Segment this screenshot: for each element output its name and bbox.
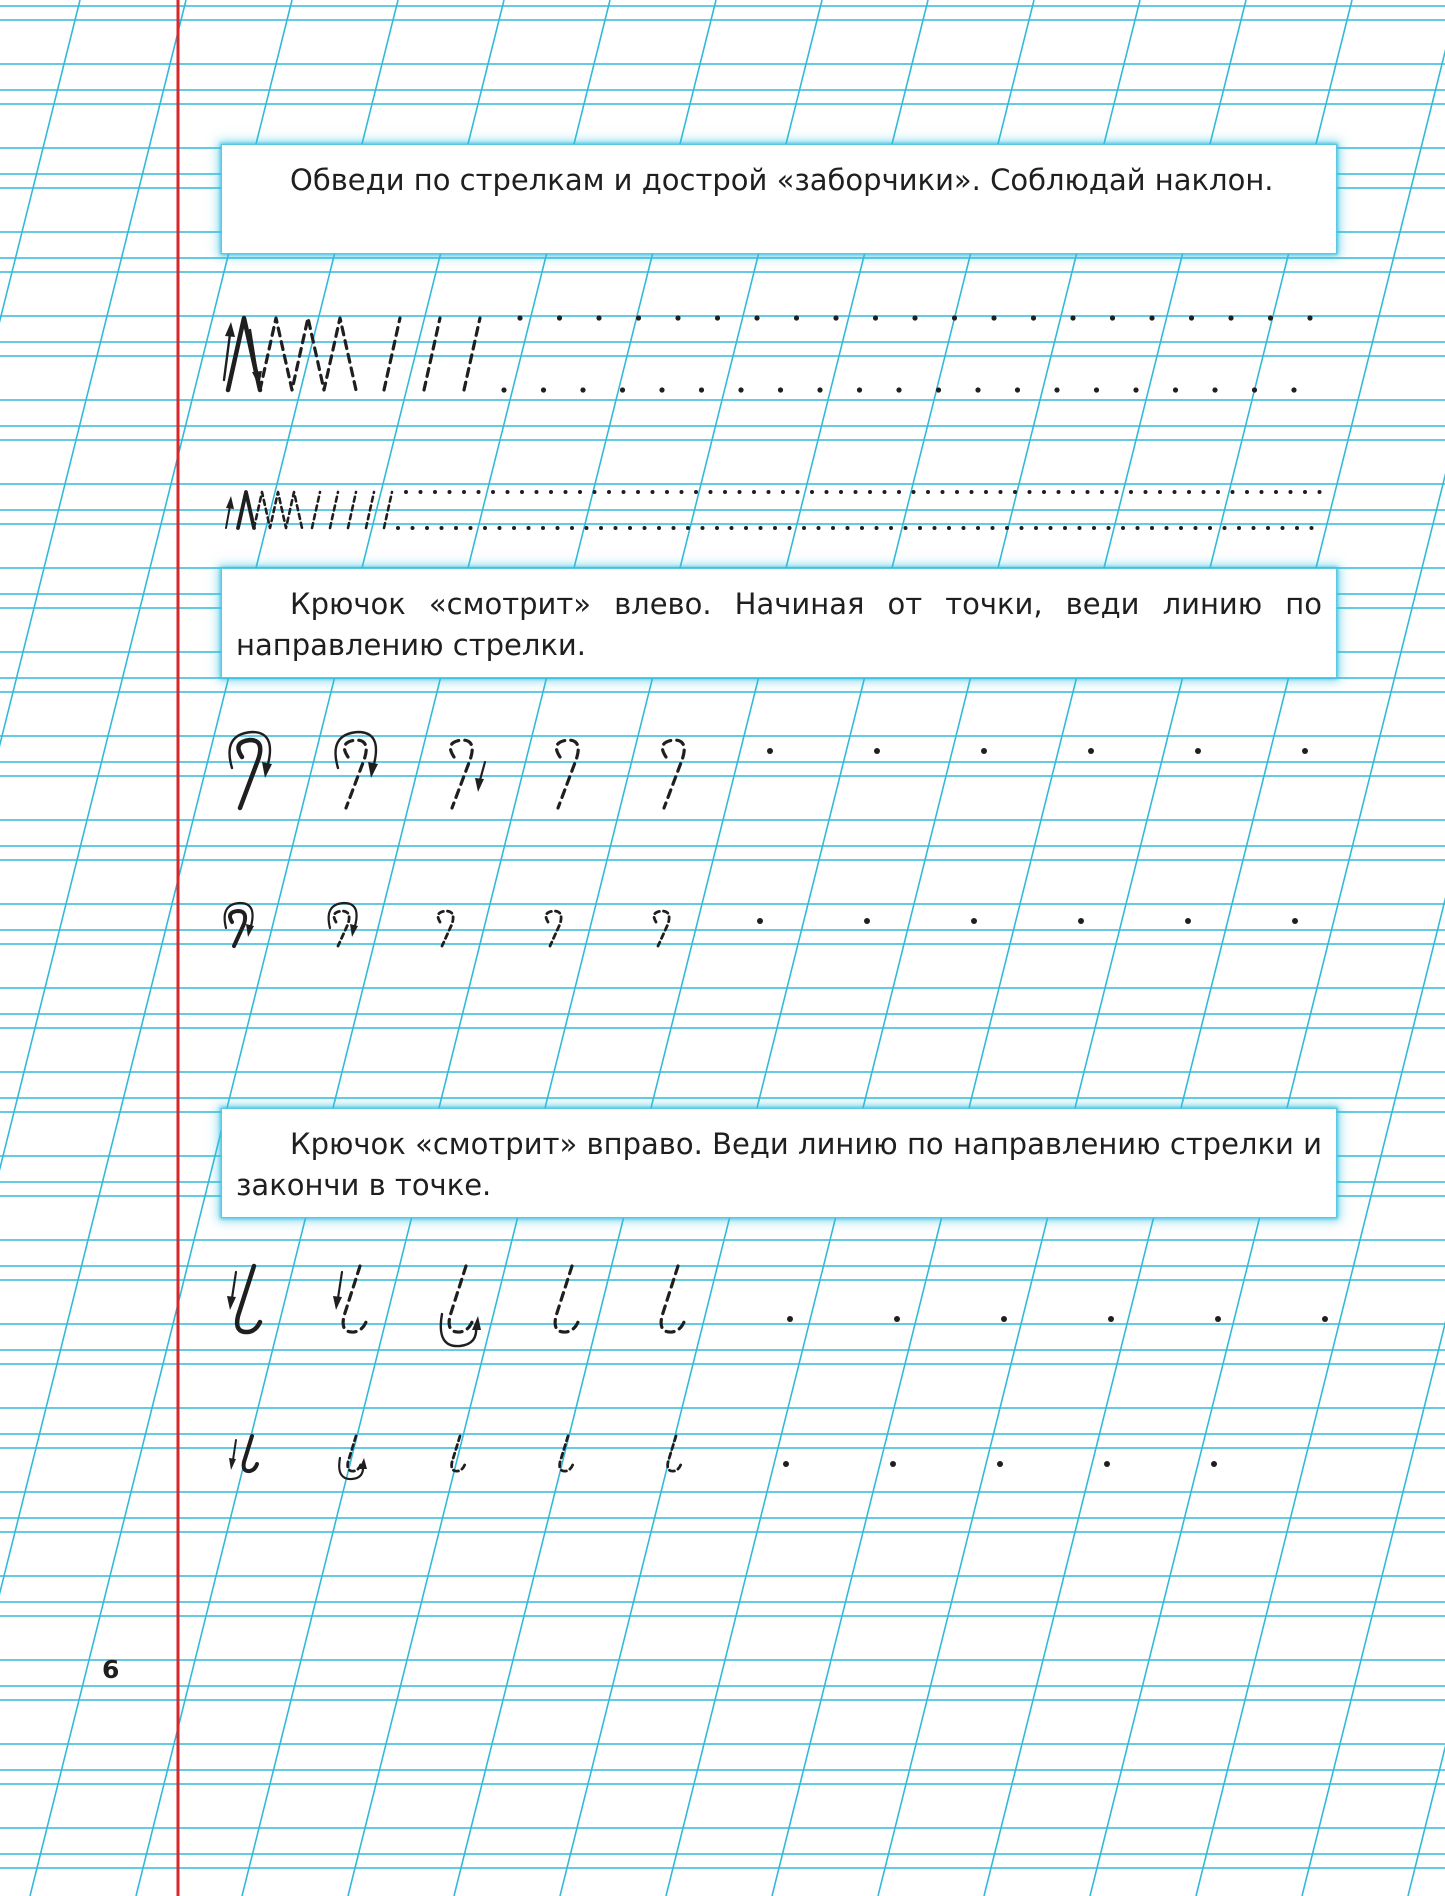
- guide-dot: [1231, 490, 1235, 494]
- hook-left-dashed-small: [334, 911, 349, 946]
- guide-dot: [955, 490, 959, 494]
- guide-dot: [1310, 526, 1314, 530]
- guide-dot: [941, 490, 945, 494]
- grid-slant-line: [0, 0, 186, 1896]
- guide-dot: [1245, 490, 1249, 494]
- guide-dot: [991, 315, 996, 320]
- guide-dot: [788, 526, 792, 530]
- dot-guides-bottom: [501, 387, 1296, 392]
- task-instruction-hook-right: [221, 1108, 1337, 1218]
- guide-dot: [694, 490, 698, 494]
- hook-right-dashed: [555, 1266, 578, 1332]
- down-arrow-icon: [480, 762, 485, 780]
- guide-dot: [1086, 490, 1090, 494]
- guide-dot: [580, 387, 585, 392]
- grid-slant-line: [0, 0, 292, 1896]
- guide-dot: [873, 315, 878, 320]
- grid-slant-line: [454, 0, 928, 1896]
- circular-arrow-head-icon: [359, 1458, 367, 1469]
- guide-dot: [1223, 526, 1227, 530]
- zigzag-row-large: [224, 315, 1313, 392]
- grid-slant-line: [984, 0, 1445, 1896]
- guide-dot: [469, 526, 473, 530]
- guide-dot: [404, 490, 408, 494]
- end-dot: [783, 1461, 789, 1467]
- guide-dot: [991, 526, 995, 530]
- hook-left-dashed: [344, 740, 366, 808]
- guide-dot: [636, 315, 641, 320]
- guide-dot: [628, 526, 632, 530]
- guide-dot: [912, 315, 917, 320]
- grid-slant-line: [136, 0, 610, 1896]
- stick-dashed: [464, 318, 480, 390]
- guide-dot: [1042, 490, 1046, 494]
- guide-dot: [918, 526, 922, 530]
- guide-dot: [672, 526, 676, 530]
- zigzag-exercise: [224, 315, 1322, 530]
- guide-dot: [448, 490, 452, 494]
- guide-dot: [817, 526, 821, 530]
- guide-dot: [1015, 387, 1020, 392]
- guide-dot: [556, 526, 560, 530]
- guide-dot: [1274, 490, 1278, 494]
- guide-dot: [738, 490, 742, 494]
- grid-slant-line: [1302, 0, 1445, 1896]
- guide-dot: [970, 490, 974, 494]
- grid-slant-line: [348, 0, 822, 1896]
- hook-left-dashed-small: [438, 911, 453, 946]
- guide-dot: [593, 490, 597, 494]
- grid-slant-line: [1408, 0, 1445, 1896]
- start-dot: [981, 748, 987, 754]
- hook-right-dashed: [661, 1266, 684, 1332]
- guide-dot: [665, 490, 669, 494]
- guide-dot: [1173, 387, 1178, 392]
- hook-right-dashed: [449, 1266, 472, 1332]
- guide-dot: [1307, 315, 1312, 320]
- hook-left-row-large: [230, 732, 1309, 808]
- down-arrow-head-icon: [333, 1296, 342, 1310]
- guide-dot: [833, 315, 838, 320]
- guide-dot: [491, 490, 495, 494]
- guide-dot: [1216, 490, 1220, 494]
- guide-dot: [1005, 526, 1009, 530]
- guide-dot: [752, 490, 756, 494]
- guide-dot: [1189, 315, 1194, 320]
- guide-dot: [1070, 315, 1075, 320]
- guide-dot: [622, 490, 626, 494]
- guide-dot: [767, 490, 771, 494]
- grid-slant-line: [666, 0, 1140, 1896]
- guide-dot: [1208, 526, 1212, 530]
- circular-arrow-icon: [329, 903, 357, 928]
- task-text: Обведи по стрелкам и дострой «заборчики». Соблюдай наклон.: [290, 163, 1274, 197]
- guide-dot: [557, 315, 562, 320]
- circular-arrow-head-icon: [472, 1316, 481, 1330]
- hook-left-exercise: [225, 732, 1308, 946]
- guide-dot: [686, 526, 690, 530]
- task-instruction-hook-left: [221, 568, 1337, 678]
- guide-dot: [419, 490, 423, 494]
- down-arrow-icon: [233, 1440, 236, 1460]
- guide-dot: [1121, 526, 1125, 530]
- guide-dot: [498, 526, 502, 530]
- start-dot: [874, 748, 880, 754]
- guide-dot: [1268, 315, 1273, 320]
- guide-dot: [715, 526, 719, 530]
- grid-slant-line: [242, 0, 716, 1896]
- start-dot: [1078, 918, 1084, 924]
- guide-dot: [1237, 526, 1241, 530]
- grid-slant-line: [560, 0, 1034, 1896]
- guide-dot: [1252, 387, 1257, 392]
- down-arrow-head-icon: [229, 1458, 236, 1470]
- guide-dot: [1149, 315, 1154, 320]
- end-dot: [1108, 1316, 1114, 1322]
- guide-dot: [738, 387, 743, 392]
- hook-left-solid-small: [230, 911, 245, 946]
- guide-dot: [1133, 387, 1138, 392]
- down-arrow-head-icon: [475, 778, 484, 792]
- guide-dot: [897, 490, 901, 494]
- start-dot: [1195, 748, 1201, 754]
- guide-dot: [817, 387, 822, 392]
- guide-dot: [976, 526, 980, 530]
- start-dot: [767, 748, 773, 754]
- guide-dot: [744, 526, 748, 530]
- guide-dot: [599, 526, 603, 530]
- guide-dot: [868, 490, 872, 494]
- guide-dot: [1194, 526, 1198, 530]
- guide-dot: [778, 387, 783, 392]
- guide-dot: [1260, 490, 1264, 494]
- guide-dot: [541, 526, 545, 530]
- guide-dot: [483, 526, 487, 530]
- guide-dot: [1110, 315, 1115, 320]
- stick-dashed: [424, 318, 440, 390]
- guide-dot: [723, 490, 727, 494]
- guide-dot: [912, 490, 916, 494]
- hook-left-dashed-small: [654, 911, 669, 946]
- guide-dot: [411, 526, 415, 530]
- guide-dot: [933, 526, 937, 530]
- guide-dot: [636, 490, 640, 494]
- guide-dot: [454, 526, 458, 530]
- guide-dot: [1150, 526, 1154, 530]
- hook-right-row-large: [227, 1266, 1328, 1346]
- guide-dot: [520, 490, 524, 494]
- guide-dot: [1092, 526, 1096, 530]
- down-arrow-icon: [338, 1272, 342, 1298]
- guide-dot: [1031, 315, 1036, 320]
- guide-dot: [839, 490, 843, 494]
- guide-dot: [947, 526, 951, 530]
- guide-dot: [773, 526, 777, 530]
- guide-dot: [1078, 526, 1082, 530]
- guide-dot: [462, 490, 466, 494]
- guide-dot: [564, 490, 568, 494]
- guide-dot: [1034, 526, 1038, 530]
- guide-dot: [1318, 490, 1322, 494]
- guide-dot: [440, 526, 444, 530]
- guide-dot: [1013, 490, 1017, 494]
- task-text: Крючок «смотрит» вправо. Веди линию по направлению стрелки и закончи в точке.: [236, 1127, 1322, 1202]
- end-dot: [894, 1316, 900, 1322]
- circular-arrow-icon: [441, 1314, 476, 1346]
- guide-dot: [754, 315, 759, 320]
- guide-dot: [1107, 526, 1111, 530]
- guide-dot: [1100, 490, 1104, 494]
- hook-right-dashed-small: [668, 1436, 681, 1471]
- guide-dot: [1071, 490, 1075, 494]
- grid-slant-line: [1196, 0, 1445, 1896]
- guide-dot: [857, 387, 862, 392]
- start-dot: [1292, 918, 1298, 924]
- guide-dot: [759, 526, 763, 530]
- guide-dot: [585, 526, 589, 530]
- guide-dot: [549, 490, 553, 494]
- guide-dot: [999, 490, 1003, 494]
- grid-slant-line: [878, 0, 1352, 1896]
- guide-dot: [596, 315, 601, 320]
- hook-right-dashed: [343, 1266, 366, 1332]
- guide-dot: [860, 526, 864, 530]
- hook-left-dashed: [662, 740, 684, 808]
- guide-dot: [433, 490, 437, 494]
- guide-dot: [1063, 526, 1067, 530]
- down-arrow-head-icon: [227, 1296, 236, 1310]
- guide-dot: [883, 490, 887, 494]
- start-dots: [767, 748, 1308, 754]
- hook-left-solid: [238, 740, 260, 808]
- hook-left-dashed-small: [546, 911, 561, 946]
- guide-dot: [962, 526, 966, 530]
- guide-dot: [506, 490, 510, 494]
- guide-dot: [607, 490, 611, 494]
- end-dot: [787, 1316, 793, 1322]
- start-dot: [1302, 748, 1308, 754]
- guide-dot: [1252, 526, 1256, 530]
- zigzag-dashed: [260, 318, 356, 390]
- end-dot: [1211, 1461, 1217, 1467]
- guide-dot: [396, 526, 400, 530]
- guide-dot: [796, 490, 800, 494]
- guide-dot: [709, 490, 713, 494]
- task-text: Крючок «смотрит» влево. Начиная от точки, веди линию по направлению стрелки.: [236, 587, 1322, 662]
- guide-dot: [1054, 387, 1059, 392]
- guide-dot: [1057, 490, 1061, 494]
- guide-dot: [1094, 387, 1099, 392]
- dot-guides-small-top: [404, 490, 1322, 494]
- guide-dot: [794, 315, 799, 320]
- guide-dot: [614, 526, 618, 530]
- end-dots-small: [783, 1461, 1217, 1467]
- stick-dashed: [384, 318, 400, 390]
- guide-dot: [1136, 526, 1140, 530]
- grid-slant-line: [0, 0, 398, 1896]
- guide-dot: [781, 490, 785, 494]
- down-arrow-icon: [232, 1272, 236, 1298]
- guide-dot: [896, 387, 901, 392]
- guide-dot: [1158, 490, 1162, 494]
- guide-dot: [527, 526, 531, 530]
- start-dot: [971, 918, 977, 924]
- hook-right-solid-small: [244, 1436, 257, 1471]
- up-arrow-head-icon: [226, 496, 234, 509]
- guide-dot: [680, 490, 684, 494]
- guide-dot: [657, 526, 661, 530]
- up-arrow-head-icon: [225, 322, 235, 337]
- guide-dot: [699, 387, 704, 392]
- guide-dot: [477, 490, 481, 494]
- guide-dot: [846, 526, 850, 530]
- guide-dot: [810, 490, 814, 494]
- up-arrow-icon: [224, 334, 230, 380]
- guide-dot: [425, 526, 429, 530]
- guide-dot: [1281, 526, 1285, 530]
- dot-guides-top: [517, 315, 1312, 320]
- hook-left-row-small: [225, 903, 1298, 946]
- guide-dot: [501, 387, 506, 392]
- end-dot: [997, 1461, 1003, 1467]
- guide-dot: [578, 490, 582, 494]
- grid-slant-line: [30, 0, 504, 1896]
- guide-dot: [1115, 490, 1119, 494]
- guide-dot: [1144, 490, 1148, 494]
- guide-dot: [975, 387, 980, 392]
- grid-slant-line: [772, 0, 1246, 1896]
- start-dots-small: [757, 918, 1298, 924]
- page-number: 6: [102, 1655, 120, 1684]
- hook-left-dashed: [556, 740, 578, 808]
- guide-dot: [1165, 526, 1169, 530]
- guide-dot: [984, 490, 988, 494]
- start-dot: [1185, 918, 1191, 924]
- end-dot: [890, 1461, 896, 1467]
- guide-dot: [541, 387, 546, 392]
- guide-dot: [889, 526, 893, 530]
- guide-dot: [1173, 490, 1177, 494]
- guide-dot: [1187, 490, 1191, 494]
- guide-dot: [715, 315, 720, 320]
- guide-dot: [651, 490, 655, 494]
- grid-slant-line: [0, 0, 80, 1896]
- guide-dot: [1291, 387, 1296, 392]
- guide-dot: [875, 526, 879, 530]
- hook-right-row-small: [229, 1436, 1217, 1479]
- hook-left-dashed: [450, 740, 472, 808]
- guide-dot: [1020, 526, 1024, 530]
- guide-dot: [570, 526, 574, 530]
- guide-dot: [802, 526, 806, 530]
- end-dot: [1104, 1461, 1110, 1467]
- guide-dot: [730, 526, 734, 530]
- start-dot: [757, 918, 763, 924]
- guide-dot: [1202, 490, 1206, 494]
- guide-dot: [701, 526, 705, 530]
- hook-right-solid: [237, 1266, 260, 1332]
- guide-dot: [1212, 387, 1217, 392]
- guide-dot: [1179, 526, 1183, 530]
- guide-dot: [1266, 526, 1270, 530]
- guide-dot: [1303, 490, 1307, 494]
- guide-dot: [1028, 490, 1032, 494]
- guide-dot: [659, 387, 664, 392]
- guide-dot: [517, 315, 522, 320]
- guide-dot: [831, 526, 835, 530]
- start-dot: [1088, 748, 1094, 754]
- end-dot: [1215, 1316, 1221, 1322]
- guide-dot: [952, 315, 957, 320]
- guide-dot: [512, 526, 516, 530]
- guide-dot: [620, 387, 625, 392]
- guide-dot: [1295, 526, 1299, 530]
- task-instruction-zigzag: [221, 144, 1337, 254]
- guide-dot: [1228, 315, 1233, 320]
- end-dot: [1001, 1316, 1007, 1322]
- guide-dot: [936, 387, 941, 392]
- guide-dot: [1049, 526, 1053, 530]
- end-dots: [787, 1316, 1328, 1322]
- guide-dot: [926, 490, 930, 494]
- guide-dot: [1289, 490, 1293, 494]
- guide-dot: [535, 490, 539, 494]
- guide-dot: [1129, 490, 1133, 494]
- guide-dot: [854, 490, 858, 494]
- guide-dot: [904, 526, 908, 530]
- guide-dot: [825, 490, 829, 494]
- start-dot: [864, 918, 870, 924]
- end-dot: [1322, 1316, 1328, 1322]
- guide-dot: [675, 315, 680, 320]
- dot-guides-small-bottom: [396, 526, 1314, 530]
- guide-dot: [643, 526, 647, 530]
